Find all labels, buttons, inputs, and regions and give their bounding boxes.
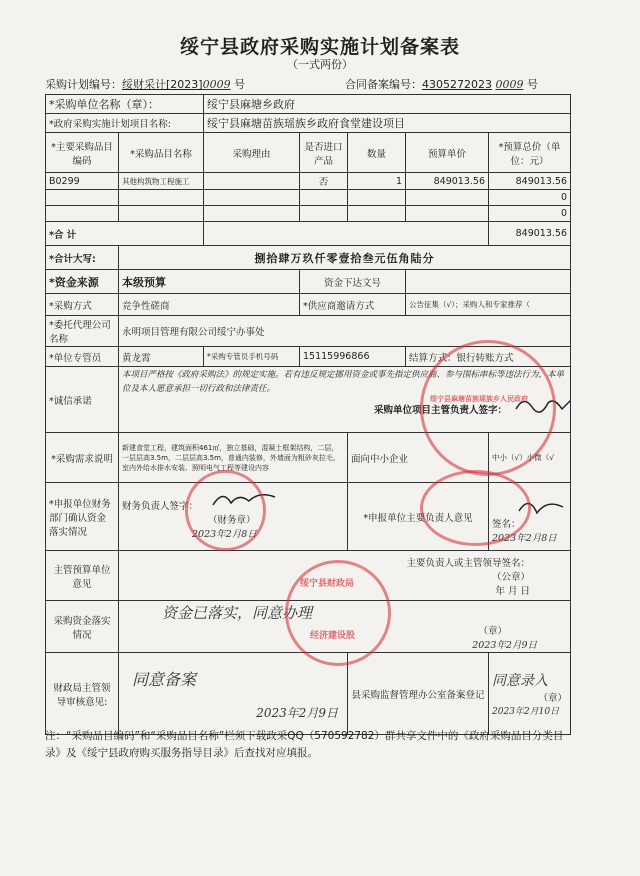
finance-cell — [119, 483, 348, 551]
supplier-label: *供应商邀请方式 — [300, 294, 406, 316]
plan-number-label: 采购计划编号： — [45, 78, 122, 91]
manager-value: 黄龙霄 — [119, 347, 204, 367]
item-name: 其他构筑物工程施工 — [119, 173, 204, 190]
budget-sign-label: 主要负责人或主管领导签名： — [406, 557, 530, 569]
caizheng-label: 财政局主管领导审核意见: — [46, 653, 119, 735]
footnote: 注：“采购品目编码”和“采购品目名称”栏须下载政采QQ（570592782）群共享文件中的《政府采购品目分类目录》及《绥宁县政府购买服务指导目录》后查找对应填报。 — [45, 730, 564, 759]
contract-number-label: 合同备案编号： — [345, 78, 422, 91]
leader-label: *申报单位主要负责人意见 — [348, 483, 489, 551]
leader-sign-label: 签名： — [492, 518, 521, 530]
unit-name-label: *采购单位名称（章）： — [46, 95, 204, 114]
finance-seal-label: （财务章） — [208, 514, 256, 526]
leader-date: 2023年2月8日 — [492, 532, 557, 544]
settle-label: 结算方式： — [409, 352, 457, 364]
settle-value: 银行转账方式 — [456, 352, 514, 364]
settle — [406, 347, 571, 367]
empty-row-total: 0 — [489, 190, 571, 206]
item-code: B0299 — [46, 173, 119, 190]
finance-sign-label: 财务负责人签字： — [122, 500, 199, 512]
method-value: 竞争性磋商 — [119, 294, 300, 316]
sum-value: 849013.56 — [489, 222, 571, 246]
col-quantity: 数量 — [348, 133, 406, 173]
item-import: 否 — [300, 173, 348, 190]
budget-seal-label: （公章） — [491, 571, 530, 583]
project-name-value: 绥宁县麻塘苗族瑶族乡政府食堂建设项目 — [204, 114, 571, 133]
item-quantity: 1 — [348, 173, 406, 190]
plan-number-suffix: 号 — [234, 78, 246, 91]
caizheng-date: 2023年2月9日 — [256, 705, 338, 720]
upper-label: *合计大写: — [46, 246, 119, 270]
sum-label: *合 计 — [46, 222, 204, 246]
agency-label: *委托代理公司名称 — [46, 316, 119, 347]
supplier-value: 公告征集（√）；采购人和专家推荐（ — [406, 294, 571, 316]
budget-cell — [119, 551, 571, 601]
fund-source-value: 本级预算 — [119, 270, 300, 294]
project-name-label: *政府采购实施计划项目名称: — [46, 114, 204, 133]
fund-doc-label: 资金下达文号 — [300, 270, 406, 294]
col-item-code: *主要采购品目编码 — [46, 133, 119, 173]
dept-confirm-label: *申报单位财务部门确认资金落实情况 — [46, 483, 119, 551]
promise-text: 本项目严格按《政府采购法》的规定实施。若有违反规定挪用资金或事先指定供应商、参与围标串标等违法行为，本单位及本人愿意承担一切行政和法律责任。 — [122, 370, 565, 394]
sme-value: 中小（√）小微（√ — [489, 433, 571, 483]
contract-number-handwritten: 0009 — [495, 78, 524, 91]
promise-cell — [119, 367, 571, 433]
item-unit-price: 849013.56 — [406, 173, 489, 190]
fund-check-label: 采购资金落实情况 — [46, 601, 119, 653]
item-reason — [204, 173, 300, 190]
office-cell — [489, 653, 571, 735]
col-import: 是否进口产品 — [300, 133, 348, 173]
promise-label: *诚信承诺 — [46, 367, 119, 433]
empty-row-total: 0 — [489, 206, 571, 222]
filing-table — [45, 94, 571, 735]
phone-label: *采购专管员手机号码 — [204, 347, 300, 367]
upper-value: 捌拾肆万玖仟零壹拾叁元伍角陆分 — [119, 246, 571, 270]
finance-bureau-stamp-subtext: 经济建设股 — [310, 631, 356, 641]
office-handwriting: 同意录入 — [492, 673, 548, 689]
budget-unit-label: 主管预算单位意见 — [46, 551, 119, 601]
unit-name-value: 绥宁县麻塘乡政府 — [204, 95, 571, 114]
sme-label: 面向中小企业 — [348, 433, 489, 483]
method-label: *采购方式 — [46, 294, 119, 316]
contract-number-value: 4305272023 — [422, 78, 492, 91]
plan-number-value: 绥财采计[2023] — [122, 78, 203, 91]
office-label: 县采购监督管理办公室备案登记 — [348, 653, 489, 735]
col-total-price: *预算总价（单位：元） — [489, 133, 571, 173]
fund-check-cell — [119, 601, 571, 653]
item-total-price: 849013.56 — [489, 173, 571, 190]
caizheng-cell — [119, 653, 348, 735]
col-unit-price: 预算单价 — [406, 133, 489, 173]
phone-value: 15115996866 — [300, 347, 406, 367]
plan-number-handwritten: 0009 — [202, 78, 231, 91]
finance-bureau-stamp-text: 绥宁县财政局 — [300, 579, 355, 589]
caizheng-handwriting: 同意备案 — [132, 669, 197, 689]
fund-check-seal-label: （章） — [478, 626, 507, 637]
col-reason: 采购理由 — [204, 133, 300, 173]
need-text: 新建食堂工程，建筑面积461㎡，独立基础，混凝土框架结构，二层，一层层高3.5m，二层层高3.5m，普通内装修，外墙面为粗砂灰拉毛，室内外给水排水安装、照明电气工程等建设内容 — [119, 433, 348, 483]
document-subtitle: （一式两份） — [287, 58, 353, 71]
manager-label: *单位专管员 — [46, 347, 119, 367]
fund-source-label: *资金来源 — [46, 270, 119, 294]
fund-check-handwriting: 资金已落实，同意办理 — [162, 604, 313, 622]
contract-number-suffix: 号 — [527, 78, 538, 91]
contract-number — [345, 76, 538, 92]
budget-date: 年 月 日 — [495, 585, 530, 597]
document-title: 绥宁县政府采购实施计划备案表 — [179, 36, 460, 58]
promise-signature-label: 采购单位项目主管负责人签字： — [373, 405, 507, 416]
office-date: 2023年2月10日 — [492, 707, 560, 717]
leader-cell — [489, 483, 571, 551]
col-item-name: *采购品目名称 — [119, 133, 204, 173]
need-label: *采购需求说明 — [46, 433, 119, 483]
finance-date: 2023年2月8日 — [192, 528, 257, 540]
office-seal-label: （章） — [538, 693, 567, 704]
fund-check-date: 2023年2月9日 — [472, 640, 537, 651]
agency-value: 永明项目管理有限公司绥宁办事处 — [119, 316, 571, 347]
town-gov-stamp-text: 绥宁县麻塘苗族瑶族乡人民政府 — [430, 395, 528, 403]
plan-number — [45, 76, 245, 92]
